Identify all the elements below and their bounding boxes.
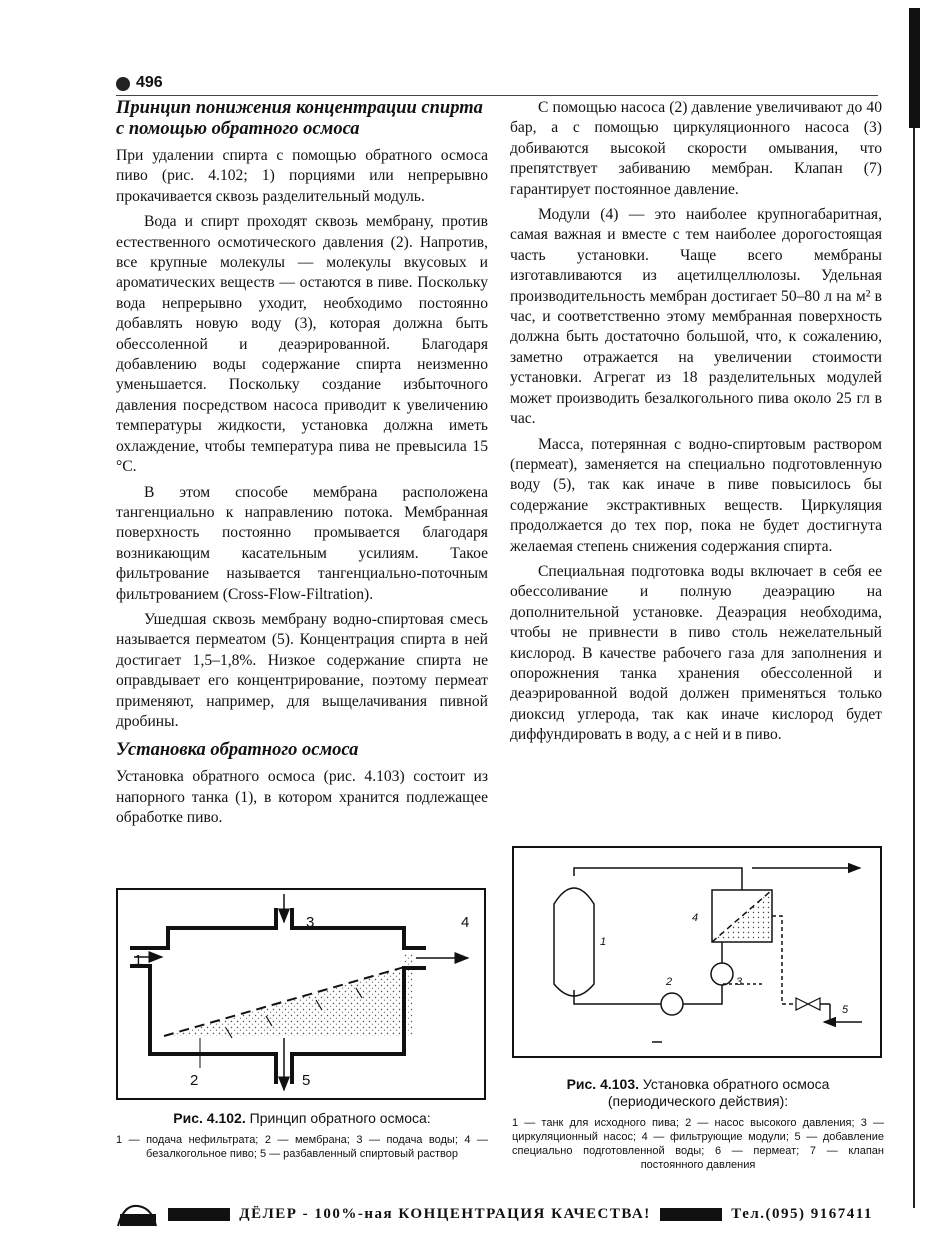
footer-text [164, 1206, 873, 1223]
page-header [116, 74, 878, 96]
right-column [510, 98, 882, 751]
fig103-label-2: 2 [666, 976, 673, 988]
footer-bar [168, 1208, 230, 1221]
paragraph: Модули (4) — это наиболее крупногабаритная, самая важная и вместе с тем наиболее дорогостоящая часть установки. Чаще всего мембраны изготавливаются из ацетилцеллюлозы. Удельная производительность мембран достигает 50–80 л на м² в час, и соответственно этому мембранная поверхность должна быть достаточно большой, что, к сожалению, заметно отражается на увеличении стоимости установки. Агрегат из 18 разделительных модулей может производить безалкогольного пива около 25 гл в час. [510, 206, 882, 428]
caption-text: Установка обратного осмоса (периодического действия): [607, 1076, 830, 1109]
publisher-logo-icon [116, 1200, 160, 1228]
fig103-label-4: 4 [692, 912, 699, 924]
figure-4-102-caption [116, 1110, 488, 1161]
paragraph: Установка обратного осмоса (рис. 4.103) состоит из напорного танка (1), в котором хранится подлежащее обработке пиво. [116, 768, 488, 827]
page-footer [116, 1200, 886, 1230]
footer-bar [660, 1208, 722, 1221]
fig102-label-1: 1 [134, 952, 143, 969]
fig102-label-2: 2 [190, 1072, 199, 1089]
fig102-label-4: 4 [461, 914, 470, 931]
paragraph: Специальная подготовка воды включает в себя ее обессоливание и полную деаэрацию на дополнительной установке. Деаэрация необходима, чтобы не привнести в пиво столь нежелательный кислород. В качестве рабочего газа для заполнения и опорожнения танка хранения обессоленной и деаэрированной водой должен применяться только диоксид углерода, так как иначе кислород будет диффундировать в воду, а с ней и в пиво. [510, 562, 882, 744]
header-rule [116, 95, 878, 96]
section-heading-principle: Принцип понижения концентрации спирта с помощью обратного осмоса [116, 98, 483, 139]
osmosis-principle-diagram [116, 888, 486, 1100]
page-bullet-icon [116, 77, 130, 91]
fig102-label-3: 3 [306, 914, 315, 931]
caption-number: Рис. 4.102. [173, 1110, 246, 1126]
paragraph: При удалении спирта с помощью обратного осмоса пиво (рис. 4.102; 1) порциями или непрерывно прокачивается сквозь разделительный модуль. [116, 147, 488, 205]
footer-slogan: ДЁЛЕР - 100%-ная КОНЦЕНТРАЦИЯ КАЧЕСТВА! [239, 1206, 651, 1222]
caption-title [512, 1076, 884, 1110]
section-heading-installation: Установка обратного осмоса [116, 740, 359, 761]
osmosis-installation-diagram [512, 846, 882, 1058]
figure-4-103-caption [512, 1076, 884, 1172]
circulation-pump [711, 963, 733, 985]
caption-legend: 1 — танк для исходного пива; 2 — насос высокого давления; 3 — циркуляционный насос; 4 — фильтрующие модули; 5 — добавление специально подготовленной воды; 6 — пермеат; 7 — клапан постоянного давления [512, 1117, 884, 1171]
caption-text: Принцип обратного осмоса: [249, 1110, 431, 1126]
caption-legend: 1 — подача нефильтрата; 2 — мембрана; 3 — подача воды; 4 — безалкогольное пиво; 5 — разбавленный спиртовый раствор [116, 1134, 488, 1160]
footer-phone: Тел.(095) 9167411 [731, 1206, 873, 1222]
paragraph: В этом способе мембрана расположена тангенциально к направлению потока. Мембранная поверхность постоянно промывается благодаря возникающим касательным усилиям. Такое фильтрование называется тангенциально-поточным фильтрованием (Cross-Flow-Filtration). [116, 483, 488, 603]
paragraph: Масса, потерянная с водно-спиртовым раствором (пермеат), заменяется на специально подготовленную воду (5), так как иначе в пиве повысилось бы содержание экстрактивных веществ. Циркуляция продолжается до тех пор, пока не будет достигнута желаемая степень снижения содержания спирта. [510, 435, 882, 555]
caption-title [116, 1110, 488, 1127]
fig103-label-3: 3 [736, 976, 743, 988]
page-edge-line [913, 128, 915, 1208]
caption-number: Рис. 4.103. [566, 1076, 639, 1092]
page-number: 496 [136, 74, 163, 91]
fig103-label-5: 5 [842, 1004, 849, 1016]
left-column [116, 98, 488, 834]
fig102-label-5: 5 [302, 1072, 311, 1089]
figure-4-103 [512, 846, 882, 1058]
paragraph: Ушедшая сквозь мембрану водно-спиртовая смесь называется пермеатом (5). Концентрация спирта в ней достигает 1,5–1,8%. Низкое содержание спирта не оправдывает его концентрирование, поэтому пермеат применяют, например, для выщелачивания пивной дробины. [116, 610, 488, 730]
high-pressure-pump [661, 993, 683, 1015]
fig103-label-1: 1 [600, 936, 607, 948]
paragraph: С помощью насоса (2) давление увеличивают до 40 бар, а с помощью циркуляционного насоса (3) добиваются высокой скорости омывания, что препятствует забиванию мембран. Клапан (7) гарантирует постоянное давление. [510, 99, 882, 198]
page-edge-bar [909, 8, 920, 128]
figure-4-102 [116, 888, 486, 1100]
paragraph: Вода и спирт проходят сквозь мембрану, против естественного осмотического давления (2). Напротив, все крупные молекулы — молекулы вкусовых и ароматических веществ — остаются в пиве. Поскольку вода непрерывно уходит, необходимо постоянно добавлять новую воду (3), которая должна быть обессоленной и деаэрированной. Благодаря добавлению воды содержание спирта неизменно уменьшается. Поскольку создание избыточного давления посредством насоса приводит к увеличению температуры жидкости, установка должна иметь охлаждение, чтобы температура пива не превысила 15 °С. [116, 213, 488, 476]
